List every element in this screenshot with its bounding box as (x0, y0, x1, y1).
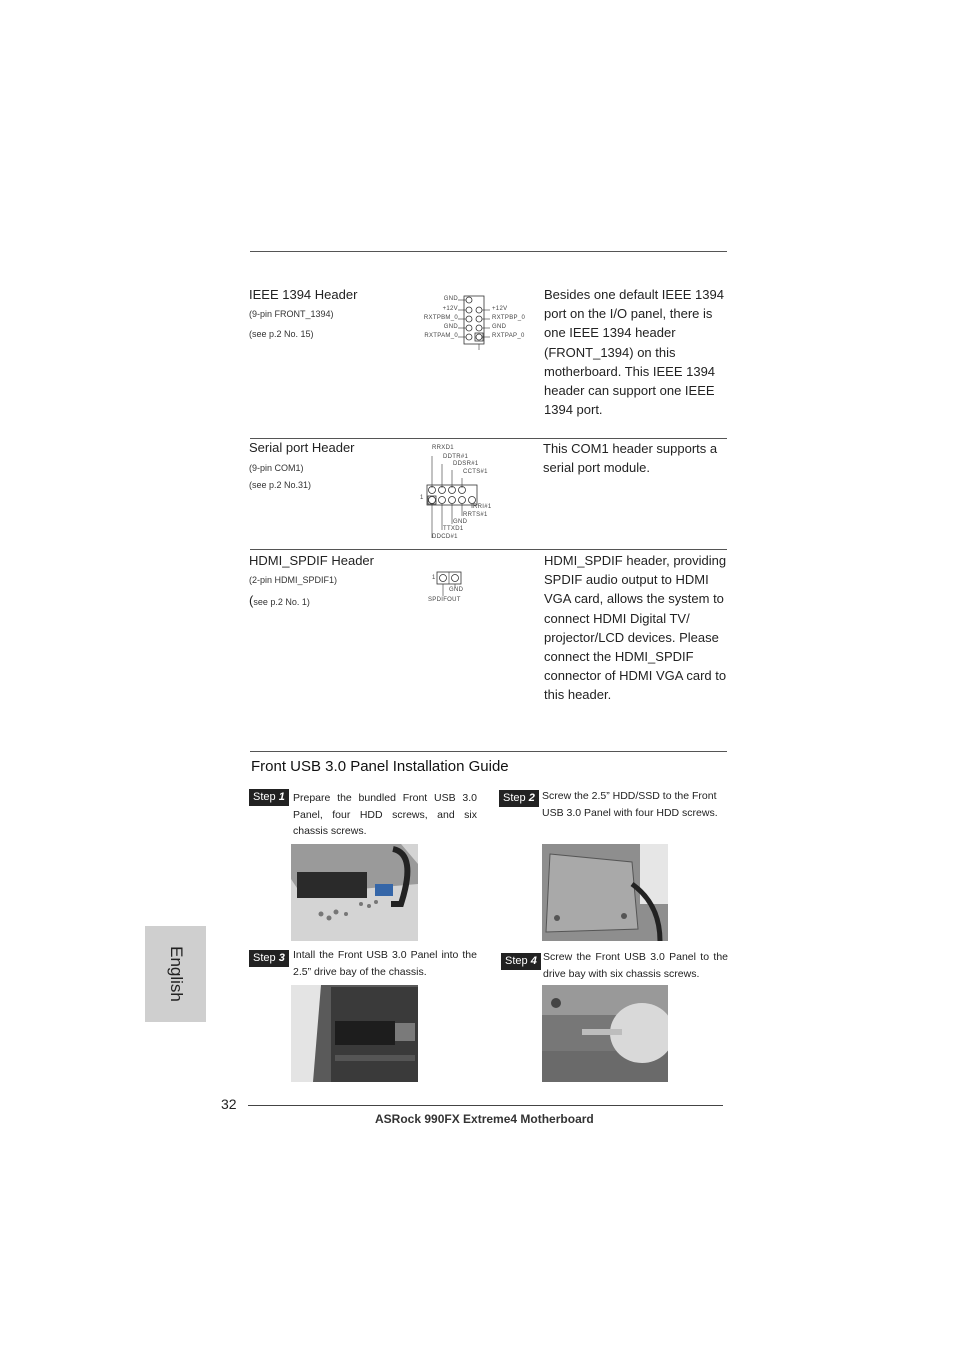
step-2-number: 2 (528, 792, 535, 804)
hdmi-pin-diagram (428, 569, 488, 609)
serial-description: This COM1 header supports a serial port module. (543, 441, 718, 476)
serial-pin-rri1: RRI#1 (473, 504, 492, 510)
step-4-photo-art (542, 985, 668, 1082)
footer-divider (248, 1105, 723, 1106)
hdmi-header-title: HDMI_SPDIF Header (249, 553, 374, 568)
step-1-word: Step (253, 791, 276, 803)
ieee-page-ref: (see p.2 No. 15) (249, 329, 314, 339)
serial-pin-rrxd1: RRXD1 (432, 445, 454, 451)
step-1-number: 1 (278, 791, 285, 803)
step-3-number: 3 (278, 952, 285, 964)
step-1-badge (249, 789, 289, 806)
page-number: 32 (221, 1096, 237, 1112)
ieee-pin-rxtpam: RXTPAM_0 (424, 333, 458, 339)
hdmi-description: HDMI_SPDIF header, providing SPDIF audio output to HDMI VGA card, allows the system to connect HDMI Digital TV/ projector/LCD devices. Please connect the HDMI_SPDIF connector of HDMI VGA card to this header. (544, 553, 727, 703)
serial-pin-ddsr1: DDSR#1 (453, 461, 479, 467)
guide-title: Front USB 3.0 Panel Installation Guide (251, 758, 509, 775)
step-2-photo-art (542, 844, 668, 941)
hdmi-pin1-label: 1 (432, 575, 436, 581)
step-3-photo (291, 985, 418, 1082)
serial-divider (250, 549, 727, 550)
ieee-pin-rxtpbp: RXTPBP_0 (492, 315, 526, 321)
step-2-photo (542, 844, 668, 941)
hdmi-pins-note: (2-pin HDMI_SPDIF1) (249, 575, 338, 585)
step-3-photo-art (291, 985, 418, 1082)
step-4-badge (501, 953, 541, 970)
hdmi-pin-gnd: GND (449, 587, 464, 593)
step-4-photo (542, 985, 668, 1082)
step-3-text: Intall the Front USB 3.0 Panel into the 2.5” drive bay of the chassis. (293, 949, 477, 978)
step-4-number: 4 (530, 955, 537, 967)
footer-product-name: ASRock 990FX Extreme4 Motherboard (375, 1112, 594, 1126)
hdmi-page-ref (249, 592, 310, 610)
guide-divider (250, 751, 727, 752)
ieee-pinout-svg (420, 292, 540, 354)
serial-pin-gnd: GND (453, 519, 468, 525)
language-tab (145, 926, 206, 1022)
ieee-pin-diagram (420, 292, 540, 354)
serial-pin-ttxd1: TTXD1 (443, 526, 464, 532)
serial-pinout-svg (418, 442, 528, 546)
serial-pin-ccts1: CCTS#1 (463, 469, 488, 475)
ieee-header-title: IEEE 1394 Header (249, 287, 358, 302)
serial-pin-diagram (418, 442, 528, 546)
step-2-text: Screw the 2.5” HDD/SSD to the Front USB 3.0 Panel with four HDD screws. (542, 790, 718, 819)
step-2-badge (499, 790, 539, 807)
hdmi-page-ref-paren: ( (249, 593, 254, 608)
step-4-word: Step (505, 955, 528, 967)
step-1-photo (291, 844, 418, 941)
ieee-pin-gnd-1: GND (443, 296, 458, 302)
ieee-pin-12v-left: +12V (442, 306, 458, 312)
step-4-text: Screw the Front USB 3.0 Panel to the drive bay with six chassis screws. (543, 951, 728, 980)
step-1-text: Prepare the bundled Front USB 3.0 Panel, four HDD screws, and six chassis screws. (293, 792, 477, 837)
step-2-word: Step (503, 792, 526, 804)
serial-pin-ddcd1: DDCD#1 (432, 534, 458, 540)
ieee-pin-gnd-3: GND (492, 324, 507, 330)
serial-pin-rrts1: RRTS#1 (463, 512, 488, 518)
step-3-badge (249, 950, 289, 967)
serial-pins-note: (9-pin COM1) (249, 463, 304, 473)
serial-pin1-label: 1 (420, 495, 424, 501)
step-1-photo-art (291, 844, 418, 941)
serial-pin-ddtr1: DDTR#1 (443, 454, 469, 460)
hdmi-pin-spdifout: SPDIFOUT (428, 597, 461, 603)
ieee-pin-rxtpbm: RXTPBM_0 (423, 315, 458, 321)
serial-header-title: Serial port Header (249, 440, 355, 455)
hdmi-page-ref-text: see p.2 No. 1) (253, 597, 310, 607)
ieee-description: Besides one default IEEE 1394 port on the I/O panel, there is one IEEE 1394 header (FRONT_1394) on this motherboard. This IEEE 1394 header can support one IEEE 1394 port. (544, 287, 724, 418)
step-3-word: Step (253, 952, 276, 964)
ieee-pin-gnd-2: GND (443, 324, 458, 330)
serial-page-ref: (see p.2 No.31) (249, 480, 312, 490)
top-divider (250, 251, 727, 252)
ieee-pin-12v-right: +12V (492, 306, 508, 312)
ieee-pin-rxtpap: RXTPAP_0 (492, 333, 525, 339)
ieee-pins-note: (9-pin FRONT_1394) (249, 309, 334, 319)
language-tab-label: English (166, 946, 186, 1002)
